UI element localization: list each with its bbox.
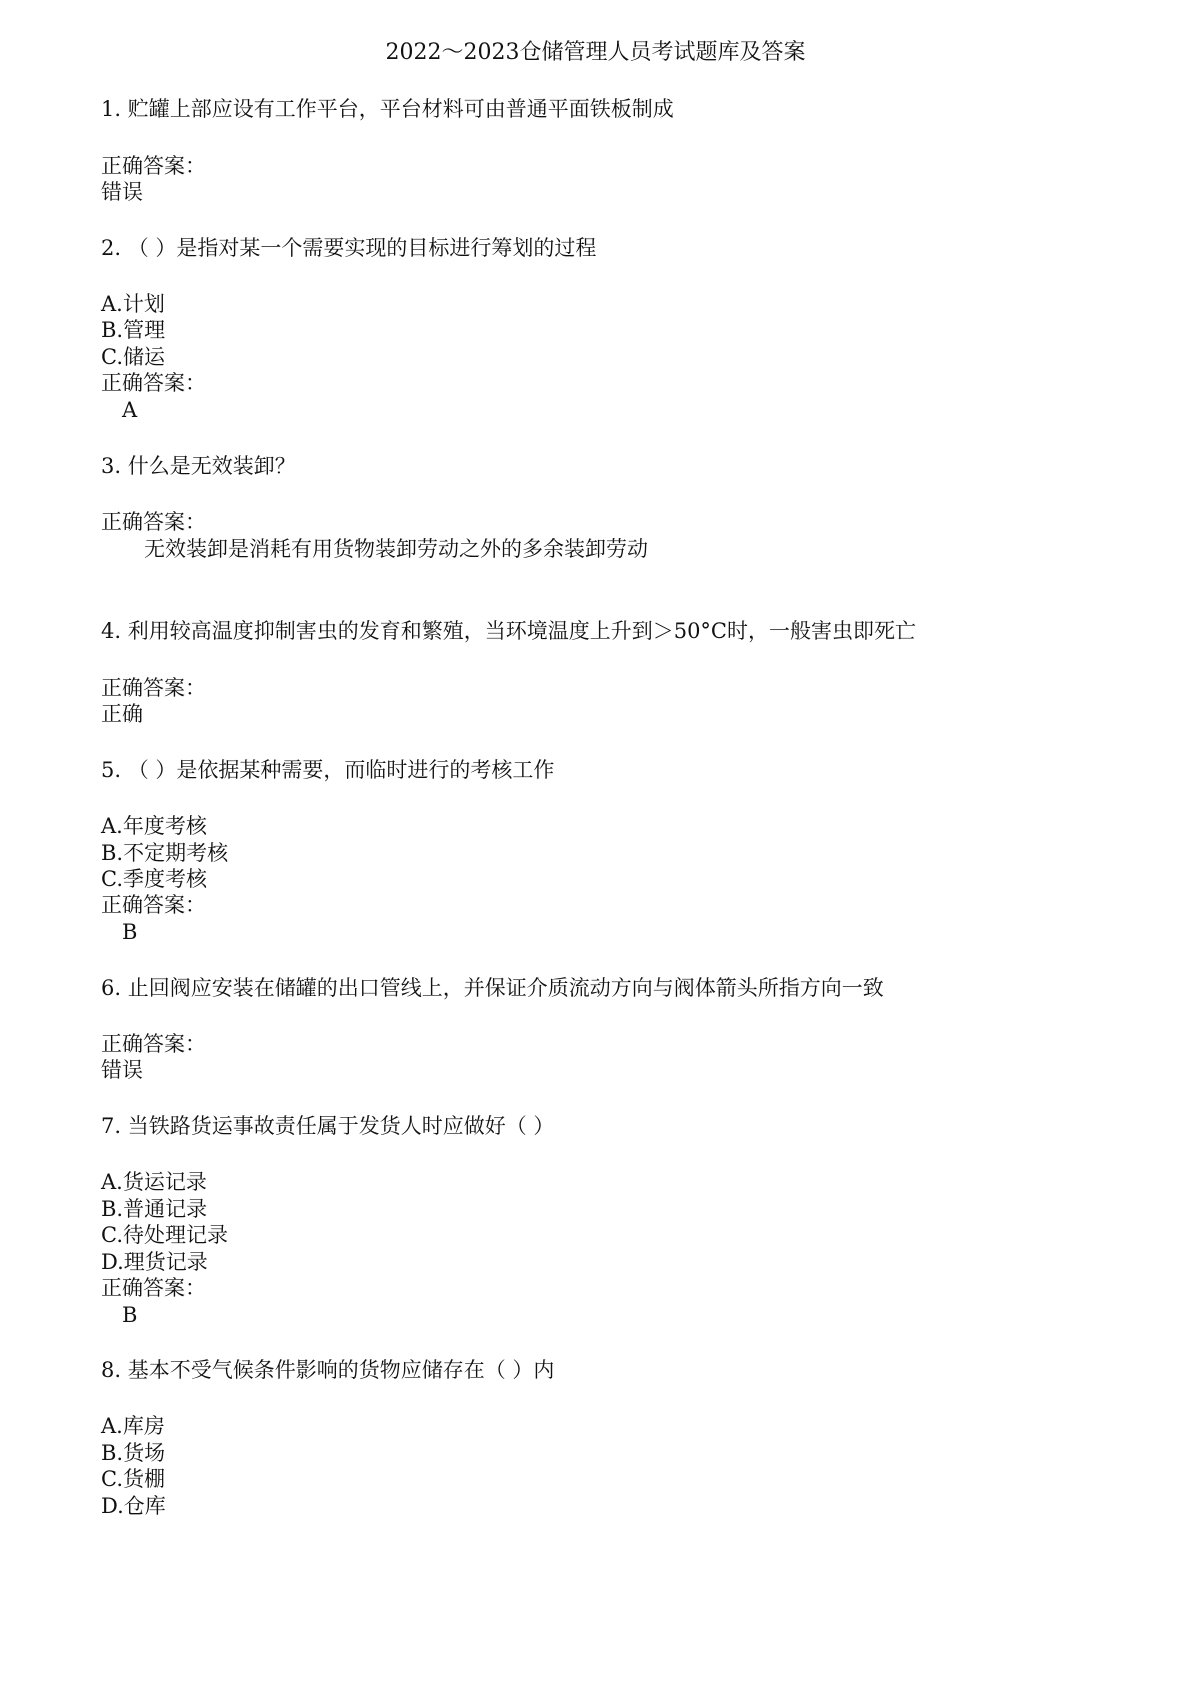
question-7-stem: 7. 当铁路货运事故责任属于发货人时应做好（ ） (101, 1114, 555, 1138)
question-4-answer-label: 正确答案： (101, 676, 206, 700)
question-5-stem: 5. （ ）是依据某种需要，而临时进行的考核工作 (101, 758, 555, 782)
question-2-option-a: A.计划 (101, 292, 165, 316)
question-2-answer: A (122, 398, 138, 422)
question-1-stem: 1. 贮罐上部应设有工作平台，平台材料可由普通平面铁板制成 (101, 97, 674, 121)
question-5-answer: B (122, 920, 138, 944)
question-5-answer-label: 正确答案： (101, 893, 206, 917)
question-5-option-b: B.不定期考核 (101, 841, 229, 865)
question-2-answer-label: 正确答案： (101, 371, 206, 395)
question-3-stem: 3. 什么是无效装卸？ (101, 454, 296, 478)
question-8-option-b: B.货场 (101, 1441, 166, 1465)
question-7-option-b: B.普通记录 (101, 1197, 208, 1221)
question-4-answer: 正确 (101, 702, 143, 726)
question-6-answer: 错误 (101, 1058, 143, 1082)
question-5-option-a: A.年度考核 (101, 814, 207, 838)
question-8-stem: 8. 基本不受气候条件影响的货物应储存在（ ）内 (101, 1358, 555, 1382)
question-1-answer-label: 正确答案： (101, 154, 206, 178)
question-8-option-d: D.仓库 (101, 1494, 166, 1518)
question-5-option-c: C.季度考核 (101, 867, 207, 891)
document-title: 2022～2023仓储管理人员考试题库及答案 (385, 40, 806, 65)
question-8-option-a: A.库房 (101, 1414, 165, 1438)
question-7-option-c: C.待处理记录 (101, 1223, 228, 1247)
question-6-stem: 6. 止回阀应安装在储罐的出口管线上，并保证介质流动方向与阀体箭头所指方向一致 (101, 976, 884, 1000)
question-3-answer-label: 正确答案： (101, 510, 206, 534)
question-4-stem: 4. 利用较高温度抑制害虫的发育和繁殖，当环境温度上升到＞50°C时，一般害虫即死亡 (101, 619, 916, 643)
question-2-option-c: C.储运 (101, 345, 165, 369)
question-1-answer: 错误 (101, 180, 143, 204)
question-7-answer: B (122, 1303, 138, 1327)
question-7-answer-label: 正确答案： (101, 1276, 206, 1300)
question-6-answer-label: 正确答案： (101, 1032, 206, 1056)
question-2-stem: 2. （ ）是指对某一个需要实现的目标进行筹划的过程 (101, 236, 597, 260)
question-7-option-d: D.理货记录 (101, 1250, 208, 1274)
question-3-answer: 无效装卸是消耗有用货物装卸劳动之外的多余装卸劳动 (144, 537, 648, 561)
question-7-option-a: A.货运记录 (101, 1170, 207, 1194)
question-2-option-b: B.管理 (101, 318, 166, 342)
question-8-option-c: C.货棚 (101, 1467, 165, 1491)
